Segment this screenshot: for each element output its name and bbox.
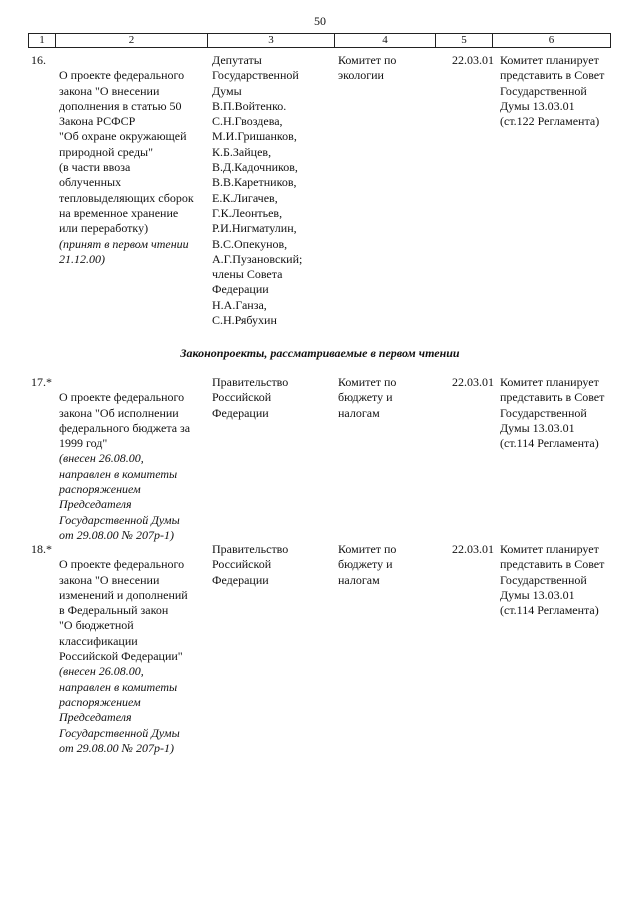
bill-status-note: (внесен 26.08.00, направлен в комитеты распоряжением Председателя Государственной Думы от 29.08.00 № 207р-1) xyxy=(59,451,180,542)
column-header-4: 4 xyxy=(335,34,436,48)
remark: Комитет планирует представить в Совет Государственной Думы 13.03.01 (ст.114 Регламента) xyxy=(500,542,605,618)
section-heading: Законопроекты, рассматриваемые в первом чтении xyxy=(180,346,460,360)
column-header-row xyxy=(29,34,611,48)
page-number: 50 xyxy=(314,14,326,28)
review-date: 22.03.01 xyxy=(452,542,494,556)
row-number: 18.* xyxy=(31,542,52,556)
column-header-6: 6 xyxy=(493,34,611,48)
responsible-committee: Комитет по бюджету и налогам xyxy=(338,542,397,587)
bill-author: Правительство Российской Федерации xyxy=(212,542,289,587)
review-date: 22.03.01 xyxy=(452,53,494,67)
bill-title xyxy=(59,53,209,282)
bill-title xyxy=(59,542,209,771)
bill-title xyxy=(59,375,209,559)
column-header-3: 3 xyxy=(208,34,335,48)
bill-title-text: О проекте федерального закона "О внесении изменений и дополнений в Федеральный закон "О бюджетной классификации Российской Федерации" xyxy=(59,557,188,664)
bill-title-text: О проекте федерального закона "О внесении дополнения в статью 50 Закона РСФСР "Об охране окружающей природной среды" (в части ввоза облученных тепловыделяющих сборок на временное хранение или переработку) xyxy=(59,68,194,236)
remark: Комитет планирует представить в Совет Государственной Думы 13.03.01 (ст.122 Регламента) xyxy=(500,53,605,129)
column-header-5: 5 xyxy=(436,34,493,48)
bill-status-note: (принят в первом чтении 21.12.00) xyxy=(59,236,189,266)
row-number: 17.* xyxy=(31,375,52,389)
bill-author: Депутаты Государственной Думы В.П.Войтенко. С.Н.Гвоздева, М.И.Гришанков, К.Б.Зайцев, В.Д.Кадочников, В.В.Каретников, Е.К.Лигачев, Г.К.Леонтьев, Р.И.Нигматулин, В.С.Опекунов, А.Г.Пузановский; члены Совета Федерации Н.А.Ганза, С.Н.Рябухин xyxy=(212,53,303,328)
row-number: 16. xyxy=(31,53,46,67)
column-header-table xyxy=(28,33,611,48)
bill-author: Правительство Российской Федерации xyxy=(212,375,289,420)
bill-status-note: (внесен 26.08.00, направлен в комитеты распоряжением Председателя Государственной Думы от 29.08.00 № 207р-1) xyxy=(59,664,180,755)
responsible-committee: Комитет по бюджету и налогам xyxy=(338,375,397,420)
column-header-2: 2 xyxy=(56,34,208,48)
bill-title-text: О проекте федерального закона "Об исполнении федерального бюджета за 1999 год" xyxy=(59,390,191,451)
review-date: 22.03.01 xyxy=(452,375,494,389)
column-header-1: 1 xyxy=(29,34,56,48)
responsible-committee: Комитет по экологии xyxy=(338,53,397,83)
remark: Комитет планирует представить в Совет Государственной Думы 13.03.01 (ст.114 Регламента) xyxy=(500,375,605,451)
